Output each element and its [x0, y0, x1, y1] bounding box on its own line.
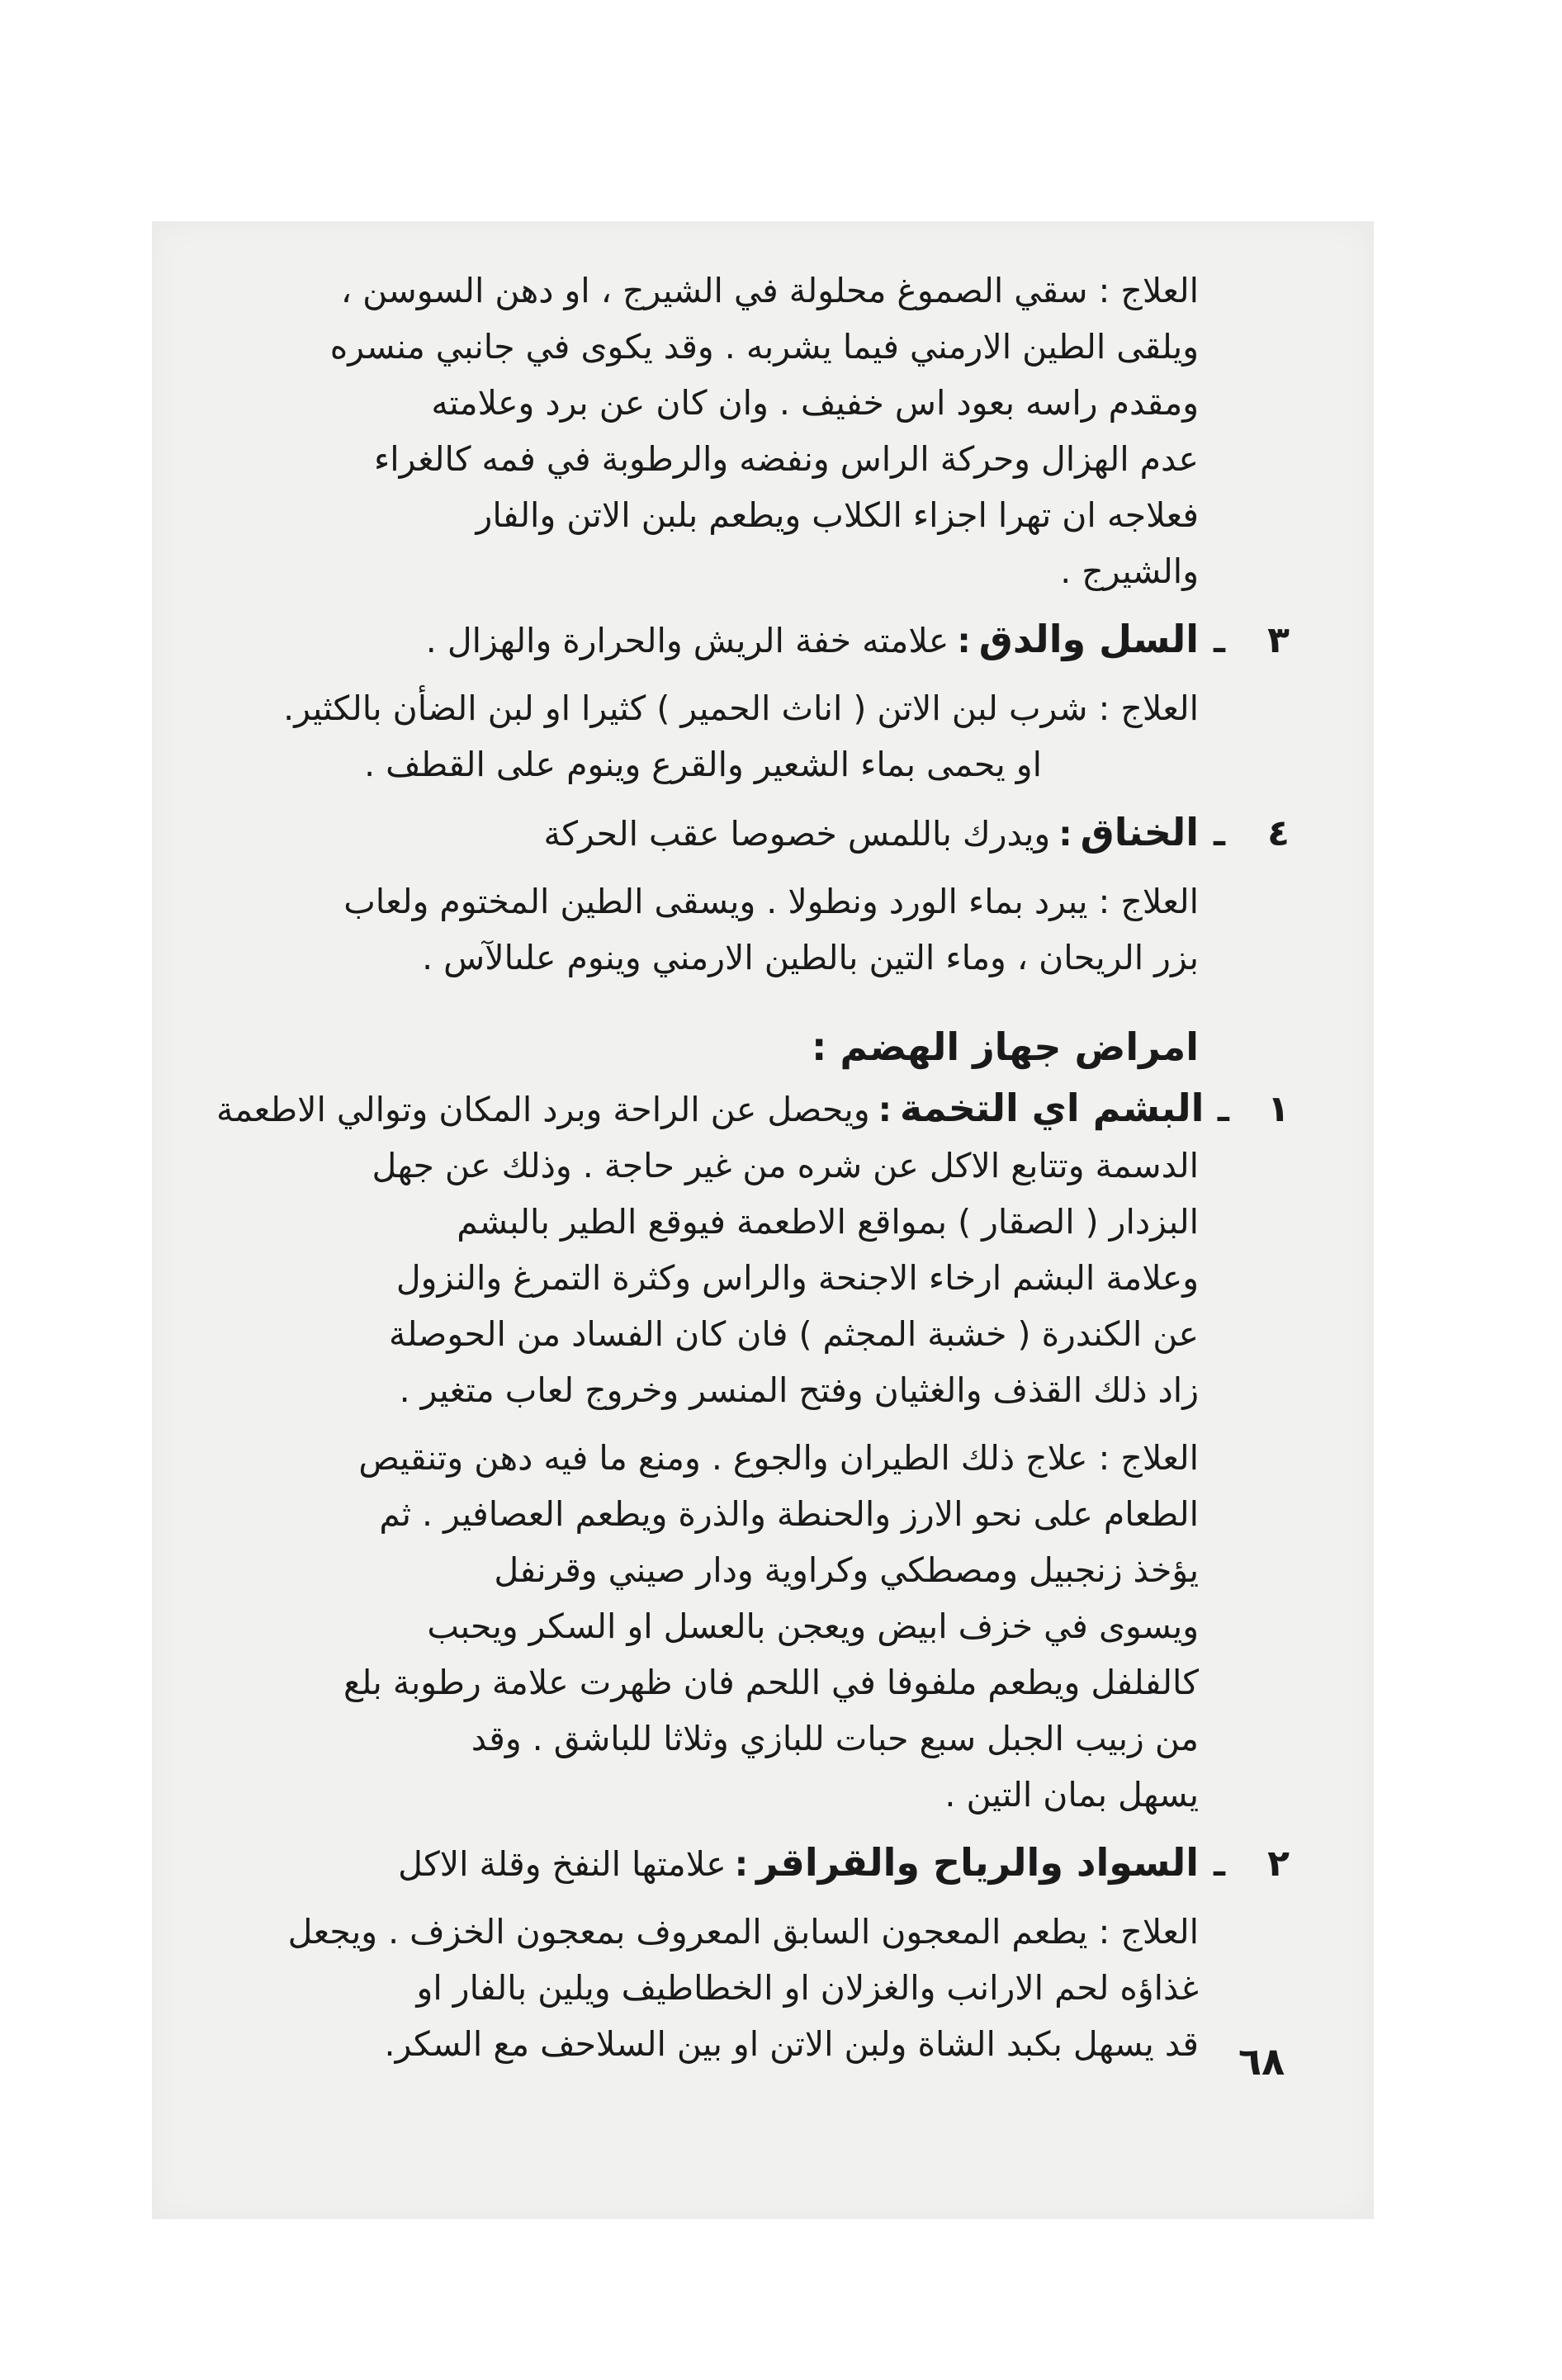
text-line: قد يسهل بكبد الشاة ولبن الاتن او بين السلاحف مع السكر. — [384, 2024, 1199, 2064]
entry-description: علامتها النفخ وقلة الاكل — [398, 1844, 727, 1884]
text-line: عدم الهزال وحركة الراس ونفضه والرطوبة في فمه كالغراء — [373, 439, 1199, 479]
text-line: الطعام على نحو الارز والحنطة والذرة ويطعم العصافير . ثم — [379, 1494, 1199, 1534]
section-heading: امراض جهاز الهضم : — [811, 1024, 1199, 1069]
continued-treatment — [216, 263, 1290, 599]
entry-dash: ـ — [1213, 814, 1225, 854]
text-line: البزدار ( الصقار ) بمواقع الاطعمة فيوقع الطير بالبشم — [457, 1202, 1199, 1242]
entry-number: ١ — [1267, 1088, 1290, 1130]
text-line: العلاج : علاج ذلك الطيران والجوع . ومنع ما فيه دهن وتنقيص — [358, 1438, 1199, 1478]
text-line: العلاج : يطعم المعجون السابق المعروف بمعجون الخزف . ويجعل — [287, 1912, 1199, 1952]
entry-title: الخناق — [1080, 810, 1199, 854]
entry-heading-digest-2 — [216, 1834, 1290, 1892]
text-line: العلاج : يبرد بماء الورد ونطولا . ويسقى الطين المختوم ولعاب — [343, 882, 1199, 921]
entry-dash: ـ — [1217, 1090, 1229, 1129]
entry-title: البشم اي التخمة — [900, 1086, 1205, 1130]
text-line: كالفلفل ويطعم ملفوفا في اللحم فان ظهرت علامة رطوبة بلع — [343, 1663, 1199, 1702]
entry-separator: : — [734, 1844, 749, 1884]
text-line: وعلامة البشم ارخاء الاجنحة والراس وكثرة التمرغ والنزول — [395, 1258, 1199, 1298]
text-line: والشيرج . — [1060, 551, 1199, 591]
entry-dash: ـ — [1213, 621, 1225, 660]
text-line: بزر الريحان ، وماء التين بالطين الارمني وينوم علىالآس . — [422, 938, 1199, 977]
text-line: فعلاجه ان تهرا اجزاء الكلاب ويطعم بلبن الاتن والفار — [476, 495, 1199, 535]
entry-heading-3 — [216, 611, 1290, 669]
entry-separator: : — [878, 1090, 892, 1129]
text-line: العلاج : سقي الصموغ محلولة في الشيرج ، او دهن السوسن ، — [340, 271, 1199, 310]
text-line: عن الكندرة ( خشبة المجثم ) فان كان الفساد من الحوصلة — [388, 1314, 1199, 1354]
text-line: ويسوى في خزف ابيض ويعجن بالعسل او السكر ويحبب — [427, 1606, 1199, 1646]
page-body — [216, 263, 1290, 2072]
entry-title: السل والدق — [978, 617, 1199, 661]
treatment-digest-1 — [216, 1430, 1290, 1823]
entry-number: ٤ — [1267, 812, 1290, 854]
text-line: الدسمة وتتابع الاكل عن شره من غير حاجة . وذلك عن جهل — [372, 1146, 1199, 1185]
text-line: غذاؤه لحم الارانب والغزلان او الخطاطيف ويلين بالفار او — [416, 1968, 1199, 2008]
entry-dash: ـ — [1213, 1844, 1225, 1884]
entry-number: ٢ — [1267, 1843, 1290, 1885]
entry-heading-4 — [216, 804, 1290, 862]
text-line: يؤخذ زنجبيل ومصطكي وكراوية ودار صيني وقرنفل — [494, 1550, 1199, 1590]
entry-title: السواد والرياح والقراقر — [756, 1840, 1199, 1885]
text-line: ومقدم راسه بعود اس خفيف . وان كان عن برد وعلامته — [431, 383, 1199, 423]
entry-separator: : — [1058, 814, 1072, 854]
text-line: يسهل بمان التين . — [944, 1775, 1199, 1815]
page-number: ٦٨ — [1238, 2039, 1285, 2084]
treatment-digest-2 — [216, 1904, 1290, 2072]
entry-description: ويحصل عن الراحة وبرد المكان وتوالي الاطعمة — [216, 1090, 870, 1129]
text-line: زاد ذلك القذف والغثيان وفتح المنسر وخروج لعاب متغير . — [399, 1370, 1199, 1410]
text-line: العلاج : شرب لبن الاتن ( اناث الحمير ) كثيرا او لبن الضأن بالكثير. — [283, 688, 1199, 728]
entry-heading-digest-1 — [216, 1080, 1290, 1138]
entry-separator: : — [957, 621, 971, 660]
text-line: ويلقى الطين الارمني فيما يشربه . وقد يكوى في جانبي منسره — [329, 327, 1199, 367]
entry-description: علامته خفة الريش والحرارة والهزال . — [425, 621, 949, 660]
text-line: من زبيب الجبل سبع حبات للبازي وثلاثا للباشق . وقد — [471, 1719, 1199, 1758]
digest-1-body — [216, 1138, 1290, 1418]
entry-description: ويدرك باللمس خصوصا عقب الحركة — [543, 814, 1051, 854]
text-line: او يحمى بماء الشعير والقرع وينوم على القطف . — [364, 745, 1042, 784]
treatment-4 — [216, 873, 1290, 986]
entry-number: ٣ — [1267, 619, 1290, 661]
treatment-3 — [216, 680, 1290, 793]
